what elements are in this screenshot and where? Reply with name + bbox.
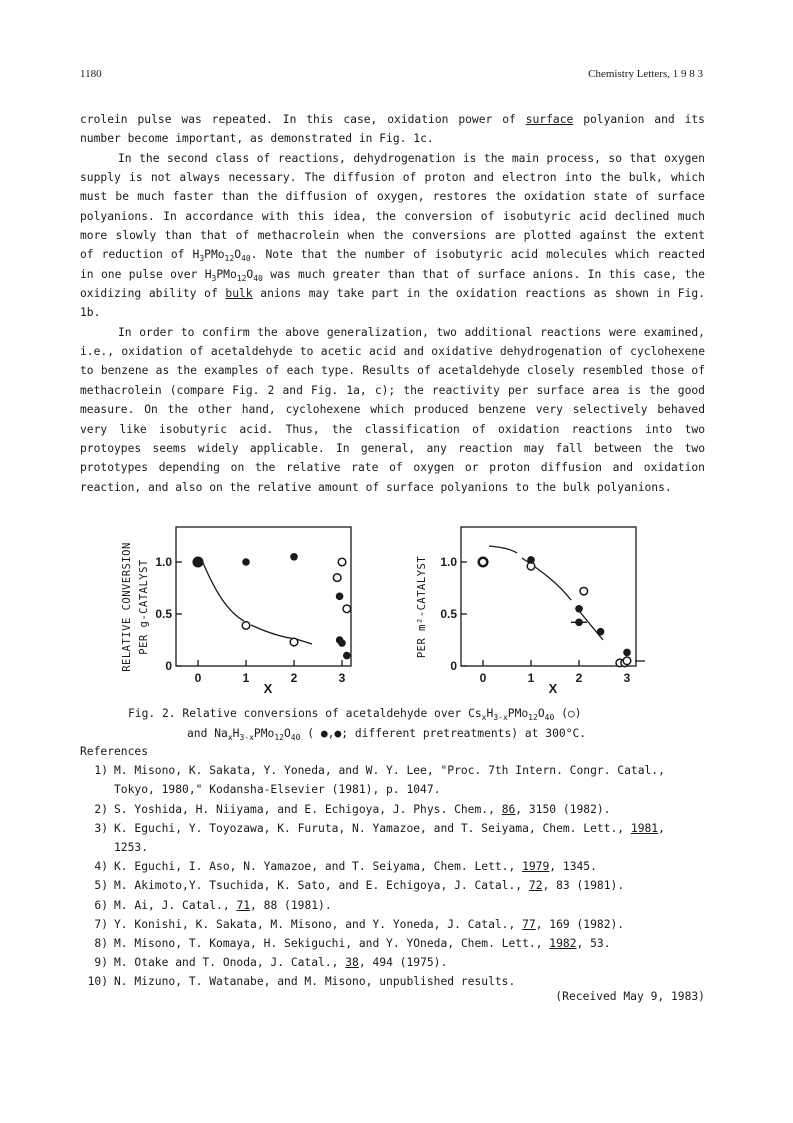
chart-right: [395, 520, 655, 700]
reference-number: 6): [94, 898, 108, 912]
y-tick-label: 1.0: [155, 555, 172, 569]
received-date: (Received May 9, 1983): [555, 990, 705, 1003]
caption-line-2: and $Na_xH_{3-x}PMo_{12}O_{40}$ ( ●,●; different pretreatments) at 300°C.: [187, 727, 587, 742]
open-circle-point: [290, 638, 298, 646]
page-header: [80, 68, 703, 84]
reference-text: Y. Konishi, K. Sakata, M. Misono, and Y. Yoneda, J. Catal., 77, 169 (1982).: [114, 917, 625, 931]
x-axis-label: X: [548, 681, 558, 696]
plot-frame: [176, 527, 351, 666]
x-tick-label: 0: [479, 671, 487, 685]
y-axis-label: PER m²-CATALYST: [416, 555, 428, 659]
paragraph-3: In order to confirm the above generalization, two additional reactions were examined, i.e., oxidation of acetaldehyde to acetic acid and oxidative dehydrogenation of cyclohexene to benzene as the examples of each type. Results of acetaldehyde closely resembled those of methacrolein (compare Fig. 2 and Fig. 1a, c); the reactivity per surface area is the good measure. On the other hand, cyclohexene which produced benzene very selectively behaved very like isobutyric acid. Thus, the classification of oxidation reactions into two protoypes seems widely applicable. In general, any reaction may fall between the two prototypes depending on the relative rate of oxygen or proton diffusion and oxidation reaction, and also on the relative amount of surface polyanions to the bulk polyanions.: [80, 325, 705, 494]
filled-circle-bar-marker: ●: [334, 727, 342, 740]
open-circle-marker: ○: [567, 707, 575, 720]
reference-item: [80, 915, 705, 934]
trend-curve: [489, 546, 517, 553]
open-circle-point: [333, 574, 341, 582]
x-tick-label: 1: [242, 671, 250, 685]
reference-number: 5): [94, 879, 108, 893]
y-tick-label: 0: [450, 659, 457, 673]
filled-circle-point: [194, 558, 202, 566]
reference-text: M. Ai, J. Catal., 71, 88 (1981).: [114, 898, 332, 912]
y-axis-label: PER g-CATALYST: [138, 559, 150, 655]
reference-number: 4): [94, 860, 108, 874]
y-tick-label: 1.0: [440, 555, 457, 569]
trend-curve: [201, 558, 244, 621]
trend-curve: [580, 612, 603, 640]
filled-circle-point: [338, 639, 346, 647]
reference-item: [80, 934, 705, 953]
reference-item: [80, 857, 705, 876]
open-circle-point: [623, 657, 631, 665]
references-heading: References: [80, 745, 149, 758]
figure-right-panel: [395, 520, 655, 700]
reference-text: K. Eguchi, I. Aso, N. Yamazoe, and T. Seiyama, Chem. Lett., 1979, 1345.: [114, 860, 597, 874]
reference-number: 7): [94, 917, 108, 931]
reference-number: 3): [94, 821, 108, 835]
reference-item: [80, 761, 705, 799]
open-circle-point: [338, 558, 346, 566]
y-tick-label: 0: [165, 659, 172, 673]
underlined-word: bulk: [225, 287, 253, 301]
reference-number: 2): [94, 802, 108, 816]
filled-circle-point: [597, 628, 605, 636]
x-tick-label: 3: [338, 671, 346, 685]
reference-number: 10): [87, 975, 108, 989]
figure-left-panel: [110, 520, 360, 700]
filled-circle-point: [527, 556, 535, 564]
body-text: [80, 110, 705, 497]
filled-circle-point: [290, 553, 298, 561]
reference-text: M. Misono, K. Sakata, Y. Yoneda, and W. Y. Lee, "Proc. 7th Intern. Congr. Catal., Tokyo, 1980," Kodansha-Elsevier (1981), p. 1047.: [114, 764, 665, 797]
reference-item: [80, 876, 705, 895]
reference-item: [80, 953, 705, 972]
reference-number: 8): [94, 937, 108, 951]
chart-left: [110, 520, 360, 700]
reference-text: M. Misono, T. Komaya, H. Sekiguchi, and Y. YOneda, Chem. Lett., 1982, 53.: [114, 937, 611, 951]
filled-circle-point: [242, 558, 250, 566]
filled-circle-point: [623, 649, 631, 657]
references-section: [80, 742, 705, 992]
filled-circle-marker: ●: [320, 727, 328, 740]
caption-line-1: Fig. 2. Relative conversions of acetaldehyde over $Cs_xH_{3-x}PMo_{12}O_{40}$ (○): [128, 707, 582, 722]
reference-text: K. Eguchi, Y. Toyozawa, K. Furuta, N. Yamazoe, and T. Seiyama, Chem. Lett., 1981, 1253.: [114, 821, 665, 855]
x-tick-label: 1: [527, 671, 535, 685]
y-tick-label: 0.5: [440, 607, 457, 621]
plot-frame: [461, 527, 636, 666]
open-circle-point: [242, 622, 250, 630]
x-tick-label: 2: [575, 671, 583, 685]
reference-text: M. Otake and T. Onoda, J. Catal., 38, 494 (1975).: [114, 956, 448, 970]
open-circle-point: [343, 605, 351, 613]
underlined-word: surface: [525, 113, 574, 126]
filled-circle-bar-point: [571, 619, 587, 627]
filled-circle-point: [336, 593, 344, 601]
reference-item: [80, 896, 705, 915]
x-tick-label: 0: [194, 671, 202, 685]
reference-number: 1): [94, 764, 108, 778]
journal-name: Chemistry Letters, 1 9 8 3: [588, 68, 703, 80]
reference-item: [80, 800, 705, 819]
paragraph-2: In the second class of reactions, dehydrogenation is the main process, so that oxygen supply is not always necessary. The diffusion of proton and electron into the bulk, which must be much faster than the diffusion of oxygen, restores the oxidation state of surface polyanions. In accordance with this idea, the conversion of isobutyric acid declined much more slowly than that of methacrolein when the conversions are plotted against the extent of reduction of $H_3PMo_{12}O_{40}$. Note that the number of isobutyric acid molecules which reacted in one pulse over $H_3PMo_{12}O_{40}$ was much greater than that of surface anions. In this case, the oxidizing ability of bulk anions may take part in the oxidation reactions as shown in Fig. 1b.: [80, 151, 705, 320]
page-number: 1180: [80, 68, 102, 80]
reference-number: 9): [94, 956, 108, 970]
paragraph-1: crolein pulse was repeated. In this case, oxidation power of surface polyanion and its number become important, as demonstrated in Fig. 1c.: [80, 113, 705, 146]
x-axis-label: X: [263, 681, 273, 696]
reference-list: [80, 761, 705, 991]
figure-caption: [128, 704, 748, 744]
y-axis-label: RELATIVE CONVERSION: [121, 542, 133, 672]
y-tick-label: 0.5: [155, 607, 172, 621]
reference-item: [80, 819, 705, 857]
trend-curve: [251, 625, 296, 639]
open-circle-point: [580, 587, 588, 595]
x-tick-label: 3: [623, 671, 631, 685]
open-circle-point: [479, 558, 487, 566]
reference-text: N. Mizuno, T. Watanabe, and M. Misono, unpublished results.: [114, 975, 516, 989]
reference-text: S. Yoshida, H. Niiyama, and E. Echigoya, J. Phys. Chem., 86, 3150 (1982).: [114, 802, 611, 816]
reference-item: [80, 972, 705, 991]
filled-circle-point: [343, 652, 351, 660]
x-tick-label: 2: [290, 671, 298, 685]
filled-circle-point: [575, 605, 583, 613]
reference-text: M. Akimoto,Y. Tsuchida, K. Sato, and E. Echigoya, J. Catal., 72, 83 (1981).: [114, 879, 625, 893]
